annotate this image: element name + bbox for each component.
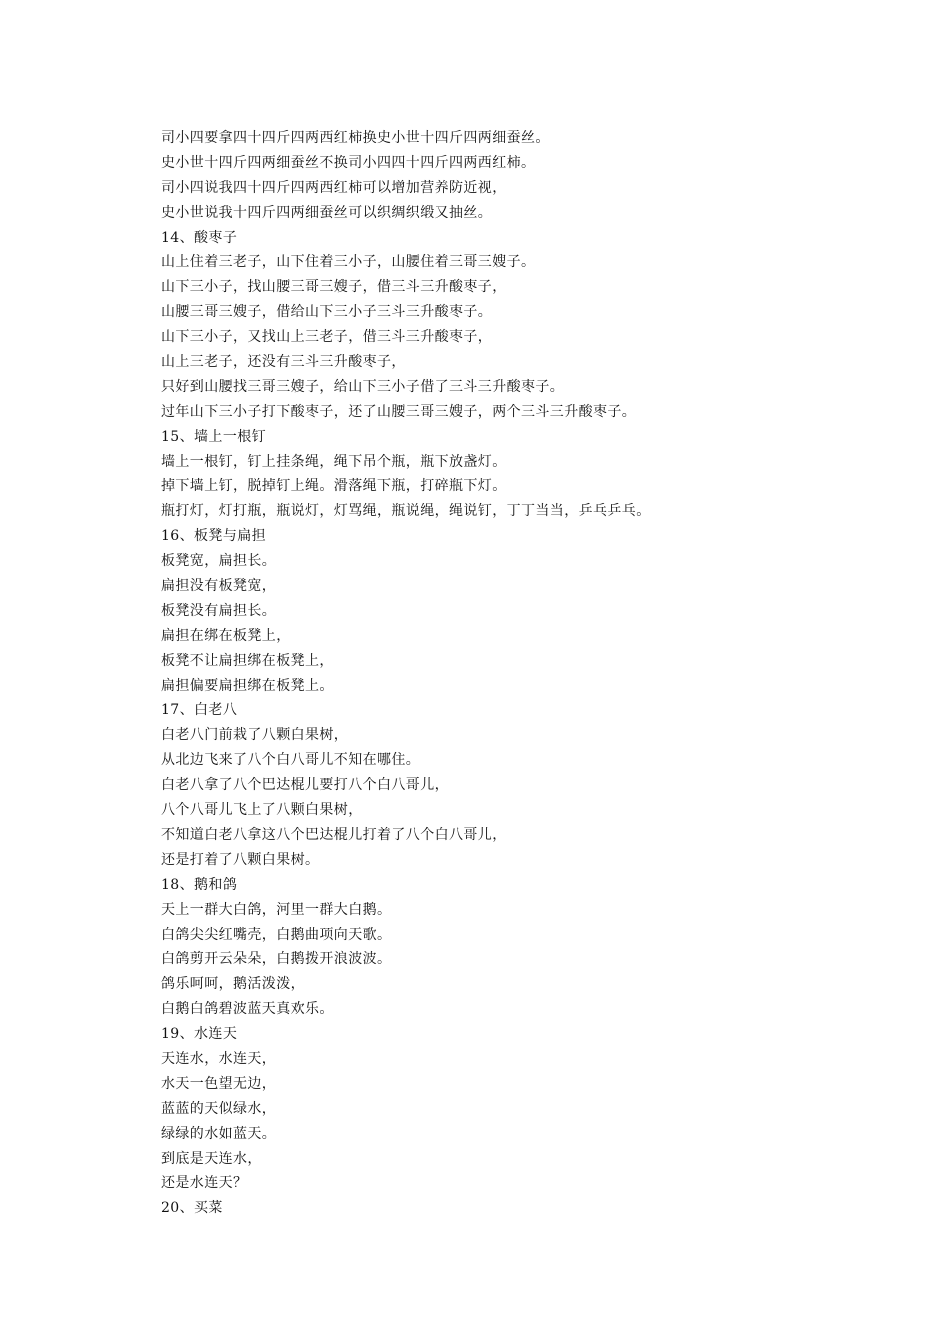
section-heading: 18、鹅和鸽 — [161, 876, 238, 893]
text-line: 史小世说我十四斤四两细蚕丝可以织绸织缎又抽丝。 — [161, 204, 493, 221]
text-line: 山下三小子，找山腰三哥三嫂子，借三斗三升酸枣子， — [161, 279, 507, 296]
text-line: 山上住着三老子，山下住着三小子，山腰住着三哥三嫂子。 — [161, 254, 536, 271]
text-line: 白鹅白鸽碧波蓝天真欢乐。 — [161, 1001, 334, 1018]
text-line: 板凳没有扁担长。 — [161, 602, 277, 619]
text-line: 到底是天连水， — [161, 1150, 262, 1167]
text-line: 过年山下三小子打下酸枣子，还了山腰三哥三嫂子，两个三斗三升酸枣子。 — [161, 403, 637, 420]
text-line: 山下三小子，又找山上三老子，借三斗三升酸枣子， — [161, 329, 493, 346]
text-line: 山腰三哥三嫂子，借给山下三小子三斗三升酸枣子。 — [161, 304, 493, 321]
text-line: 天上一群大白鸽，河里一群大白鹅。 — [161, 901, 392, 918]
text-line: 扁担偏要扁担绑在板凳上。 — [161, 677, 334, 694]
text-line: 掉下墙上钉，脱掉钉上绳。滑落绳下瓶，打碎瓶下灯。 — [161, 478, 507, 495]
text-line: 扁担没有板凳宽， — [161, 578, 277, 595]
text-line: 只好到山腰找三哥三嫂子，给山下三小子借了三斗三升酸枣子。 — [161, 378, 565, 395]
text-line: 白老八拿了八个巴达棍儿要打八个白八哥儿， — [161, 777, 449, 794]
text-line: 鸽乐呵呵，鹅活泼泼， — [161, 976, 305, 993]
text-line: 史小世十四斤四两细蚕丝不换司小四四十四斤四两西红柿。 — [161, 154, 536, 171]
text-line: 板凳不让扁担绑在板凳上， — [161, 652, 334, 669]
text-line: 瓶打灯，灯打瓶，瓶说灯，灯骂绳，瓶说绳，绳说钉，丁丁当当，乒乓乒乓。 — [161, 503, 651, 520]
text-line: 板凳宽，扁担长。 — [161, 553, 277, 570]
text-line: 绿绿的水如蓝天。 — [161, 1125, 277, 1142]
text-line: 还是水连天？ — [161, 1175, 248, 1192]
text-line: 天连水，水连天， — [161, 1050, 277, 1067]
text-line: 从北边飞来了八个白八哥儿不知在哪住。 — [161, 752, 421, 769]
text-line: 白鸽尖尖红嘴壳，白鹅曲项向天歌。 — [161, 926, 392, 943]
text-line: 墙上一根钉，钉上挂条绳，绳下吊个瓶，瓶下放盏灯。 — [161, 453, 507, 470]
text-line: 八个八哥儿飞上了八颗白果树， — [161, 802, 363, 819]
text-line: 白鸽剪开云朵朵，白鹅拨开浪波波。 — [161, 951, 392, 968]
text-line: 山上三老子，还没有三斗三升酸枣子， — [161, 354, 406, 371]
text-line: 白老八门前栽了八颗白果树， — [161, 727, 349, 744]
document-text — [161, 126, 881, 1221]
section-heading: 15、墙上一根钉 — [161, 428, 267, 445]
text-line: 司小四要拿四十四斤四两西红柿换史小世十四斤四两细蚕丝。 — [161, 130, 550, 146]
section-heading: 20、买菜 — [161, 1200, 223, 1217]
text-line: 不知道白老八拿这八个巴达棍儿打着了八个白八哥儿， — [161, 826, 507, 843]
text-line: 司小四说我四十四斤四两西红柿可以增加营养防近视， — [161, 179, 507, 196]
text-line: 水天一色望无边， — [161, 1075, 277, 1092]
text-line: 扁担在绑在板凳上， — [161, 627, 291, 644]
text-line: 还是打着了八颗白果树。 — [161, 851, 320, 868]
section-heading: 16、板凳与扁担 — [161, 528, 267, 545]
section-heading: 14、酸枣子 — [161, 229, 238, 246]
text-line: 蓝蓝的天似绿水， — [161, 1100, 277, 1117]
section-heading: 19、水连天 — [161, 1026, 238, 1043]
section-heading: 17、白老八 — [161, 702, 238, 719]
